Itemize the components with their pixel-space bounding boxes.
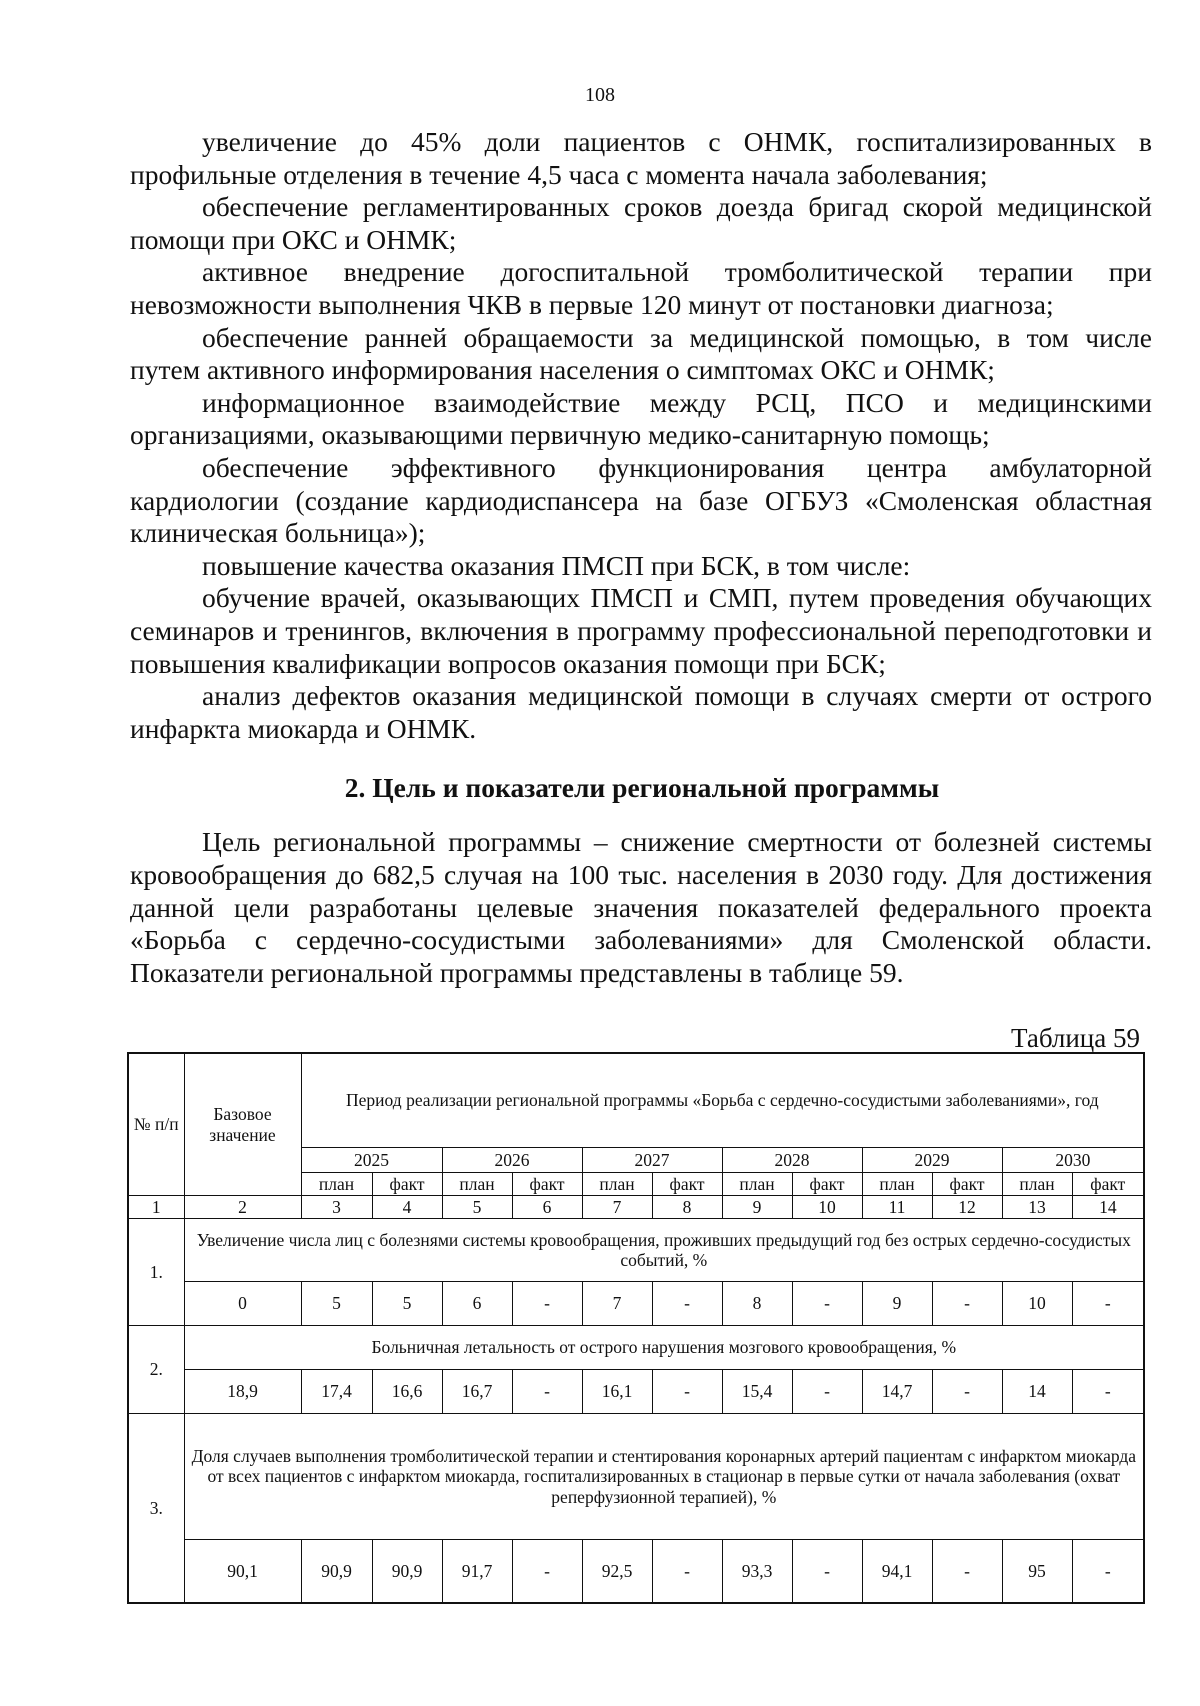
value-cell: 9 [862, 1282, 932, 1326]
value-cell: - [1072, 1370, 1144, 1414]
value-cell: - [652, 1282, 722, 1326]
indicator-description-row [128, 1414, 1144, 1540]
paragraph: увеличение до 45% доли пациентов с ОНМК, госпитализированных в профильные отделения в течение 4,5 часа с момента начала заболевания; [130, 126, 1152, 190]
table-caption: Таблица 59 [1011, 1023, 1140, 1053]
value-cell: 14,7 [862, 1370, 932, 1414]
column-number: 8 [652, 1196, 722, 1219]
value-cell: - [932, 1282, 1002, 1326]
column-number: 4 [372, 1196, 442, 1219]
column-number: 2 [184, 1196, 301, 1219]
paragraph: активное внедрение догоспитальной тромболитической терапии при невозможности выполнения ЧКВ в первые 120 минут от постановки диагноза; [130, 256, 1152, 320]
value-cell: 16,7 [442, 1370, 512, 1414]
column-number: 6 [512, 1196, 582, 1219]
header-year: 2028 [722, 1148, 862, 1173]
indicators-table-container [127, 1052, 1143, 1604]
indicator-values-row [128, 1540, 1144, 1604]
header-base: Базовое значение [184, 1053, 301, 1196]
header-period: Период реализации региональной программы «Борьба с сердечно-сосудистыми заболеваниями», год [301, 1053, 1144, 1148]
section-heading: 2. Цель и показатели региональной программы [344, 772, 940, 803]
indicators-table [127, 1052, 1145, 1604]
column-number: 14 [1072, 1196, 1144, 1219]
page-number: 108 [585, 84, 615, 106]
value-cell: - [512, 1282, 582, 1326]
column-number: 11 [862, 1196, 932, 1219]
header-fact: факт [1072, 1173, 1144, 1196]
header-plan: план [442, 1173, 512, 1196]
value-cell: - [512, 1370, 582, 1414]
paragraph: обеспечение регламентированных сроков доезда бригад скорой медицинской помощи при ОКС и ОНМК; [130, 191, 1152, 255]
column-number: 12 [932, 1196, 1002, 1219]
header-fact: факт [512, 1173, 582, 1196]
column-number: 9 [722, 1196, 792, 1219]
value-cell: 16,1 [582, 1370, 652, 1414]
header-year: 2029 [862, 1148, 1002, 1173]
header-plan: план [301, 1173, 372, 1196]
value-cell: 16,6 [372, 1370, 442, 1414]
value-cell: - [932, 1540, 1002, 1604]
value-cell: 90,9 [372, 1540, 442, 1604]
value-cell: - [792, 1540, 862, 1604]
value-cell: 14 [1002, 1370, 1072, 1414]
header-fact: факт [792, 1173, 862, 1196]
paragraph: обеспечение эффективного функционирования центра амбулаторной кардиологии (создание кардиодиспансера на базе ОГБУЗ «Смоленская областная клиническая больница»); [130, 451, 1152, 549]
goal-text [130, 826, 1152, 990]
paragraph: информационное взаимодействие между РСЦ, ПСО и медицинскими организациями, оказывающими первичную медико-санитарную помощь; [130, 386, 1152, 451]
header-plan: план [862, 1173, 932, 1196]
header-plan: план [582, 1173, 652, 1196]
value-cell: 0 [184, 1282, 301, 1326]
value-cell: 7 [582, 1282, 652, 1326]
indicator-values-row [128, 1370, 1144, 1414]
header-row [128, 1053, 1144, 1148]
value-cell: 18,9 [184, 1370, 301, 1414]
column-numbers-row [128, 1196, 1144, 1219]
header-year: 2025 [301, 1148, 442, 1173]
indicator-description: Больничная летальность от острого нарушения мозгового кровообращения, % [184, 1326, 1144, 1370]
column-number: 13 [1002, 1196, 1072, 1219]
indicator-number: 2. [128, 1326, 184, 1414]
value-cell: 90,1 [184, 1540, 301, 1604]
paragraph: повышение качества оказания ПМСП при БСК, в том числе: [202, 549, 911, 581]
value-cell: 10 [1002, 1282, 1072, 1326]
value-cell: - [512, 1540, 582, 1604]
value-cell: - [792, 1282, 862, 1326]
header-fact: факт [652, 1173, 722, 1196]
value-cell: 6 [442, 1282, 512, 1326]
value-cell: 92,5 [582, 1540, 652, 1604]
column-number: 5 [442, 1196, 512, 1219]
indicator-description: Увеличение числа лиц с болезнями системы кровообращения, проживших предыдущий год без острых сердечно-сосудистых событий, % [184, 1219, 1144, 1282]
value-cell: 91,7 [442, 1540, 512, 1604]
header-year: 2026 [442, 1148, 582, 1173]
paragraph: обучение врачей, оказывающих ПМСП и СМП, путем проведения обучающих семинаров и тренингов, включения в программу профессиональной переподготовки и повышения квалификации вопросов оказания помощи при БСК; [130, 582, 1152, 679]
header-year: 2030 [1002, 1148, 1144, 1173]
value-cell: 90,9 [301, 1540, 372, 1604]
header-fact: факт [932, 1173, 1002, 1196]
value-cell: 5 [301, 1282, 372, 1326]
value-cell: - [792, 1370, 862, 1414]
value-cell: 95 [1002, 1540, 1072, 1604]
value-cell: 8 [722, 1282, 792, 1326]
indicator-values-row [128, 1282, 1144, 1326]
header-year: 2027 [582, 1148, 722, 1173]
column-number: 3 [301, 1196, 372, 1219]
value-cell: 15,4 [722, 1370, 792, 1414]
header-num: № п/п [128, 1053, 184, 1196]
paragraph: обеспечение ранней обращаемости за медицинской помощью, в том числе путем активного информирования населения о симптомах ОКС и ОНМК; [130, 321, 1152, 386]
value-cell: - [932, 1370, 1002, 1414]
value-cell: - [652, 1370, 722, 1414]
value-cell: - [1072, 1282, 1144, 1326]
body-text [130, 126, 1152, 745]
value-cell: 93,3 [722, 1540, 792, 1604]
column-number: 10 [792, 1196, 862, 1219]
indicator-number: 1. [128, 1219, 184, 1326]
indicator-description-row [128, 1219, 1144, 1282]
indicator-number: 3. [128, 1414, 184, 1604]
column-number: 7 [582, 1196, 652, 1219]
column-number: 1 [128, 1196, 184, 1219]
goal-paragraph: Цель региональной программы – снижение смертности от болезней системы кровообращения до 682,5 случая на 100 тыс. населения в 2030 году. Для достижения данной цели разработаны целевые значения показателей федерального проекта «Борьба с сердечно-сосудистыми заболеваниями» для Смоленской области. Показатели региональной программы представлены в таблице 59. [130, 826, 1152, 989]
value-cell: - [1072, 1540, 1144, 1604]
value-cell: - [652, 1540, 722, 1604]
value-cell: 17,4 [301, 1370, 372, 1414]
value-cell: 94,1 [862, 1540, 932, 1604]
indicator-description: Доля случаев выполнения тромболитической терапии и стентирования коронарных артерий пациентам с инфарктом миокарда от всех пациентов с инфарктом миокарда, госпитализированных в стационар в первые сутки от начала заболевания (охват реперфузионной терапией), % [184, 1414, 1144, 1540]
paragraph: анализ дефектов оказания медицинской помощи в случаях смерти от острого инфаркта миокарда и ОНМК. [130, 680, 1152, 744]
header-plan: план [1002, 1173, 1072, 1196]
header-fact: факт [372, 1173, 442, 1196]
header-plan: план [722, 1173, 792, 1196]
indicator-description-row [128, 1326, 1144, 1370]
value-cell: 5 [372, 1282, 442, 1326]
